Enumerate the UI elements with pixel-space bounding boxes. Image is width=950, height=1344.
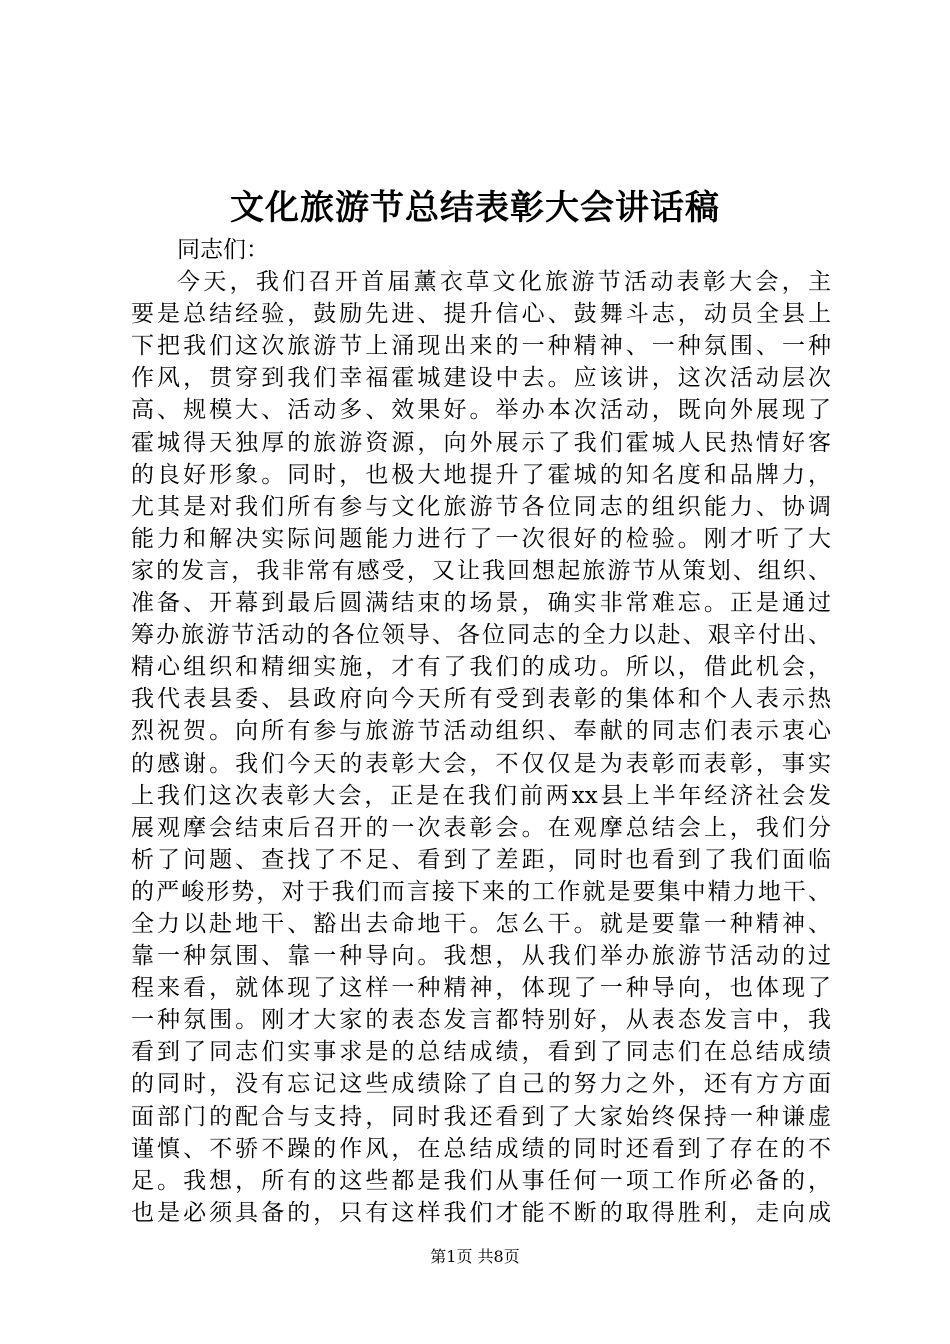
paragraph-line: 家的发言，我非常有感受，又让我回想起旅游节从策划、组织、 <box>131 557 831 584</box>
paragraph-line: 要是总结经验，鼓励先进、提升信心、鼓舞斗志，动员全县上 <box>131 301 831 328</box>
paragraph-line: 足。我想，所有的这些都是我们从事任何一项工作所必备的， <box>131 1167 831 1194</box>
paragraph-line: 下把我们这次旅游节上涌现出来的一种精神、一种氛围、一种 <box>131 333 831 360</box>
paragraph-line: 尤其是对我们所有参与文化旅游节各位同志的组织能力、协调 <box>131 493 831 520</box>
paragraph-line: 上我们这次表彰大会，正是在我们前两xx县上半年经济社会发 <box>131 782 831 809</box>
paragraph-line: 也是必须具备的，只有这样我们才能不断的取得胜利，走向成 <box>131 1199 831 1226</box>
paragraph-line: 的良好形象。同时，也极大地提升了霍城的知名度和品牌力， <box>131 461 831 488</box>
paragraph-line: 作风，贯穿到我们幸福霍城建设中去。应该讲，这次活动层次 <box>131 365 831 392</box>
paragraph-line: 烈祝贺。向所有参与旅游节活动组织、奉献的同志们表示衷心 <box>131 718 831 745</box>
document-body <box>131 234 831 1229</box>
document-title: 文化旅游节总结表彰大会讲话稿 <box>230 188 720 228</box>
paragraph-line: 靠一种氛围、靠一种导向。我想，从我们举办旅游节活动的过 <box>131 943 831 970</box>
paragraph-line: 高、规模大、活动多、效果好。举办本次活动，既向外展现了 <box>131 397 831 424</box>
paragraph-line: 面部门的配合与支持，同时我还看到了大家始终保持一种谦虚 <box>131 1103 831 1130</box>
paragraph-line: 的同时，没有忘记这些成绩除了自己的努力之外，还有方方面 <box>131 1071 831 1098</box>
paragraph-line: 程来看，就体现了这样一种精神，体现了一种导向，也体现了 <box>131 975 831 1002</box>
paragraph-line: 全力以赴地干、豁出去命地干。怎么干。就是要靠一种精神、 <box>131 910 831 937</box>
paragraph-line: 准备、开幕到最后圆满结束的场景，确实非常难忘。正是通过 <box>131 590 831 617</box>
paragraph-line: 看到了同志们实事求是的总结成绩，看到了同志们在总结成绩 <box>131 1039 831 1066</box>
paragraph-line: 谨慎、不骄不躁的作风，在总结成绩的同时还看到了存在的不 <box>131 1135 831 1162</box>
paragraph-line: 我代表县委、县政府向今天所有受到表彰的集体和个人表示热 <box>131 686 831 713</box>
paragraph-line: 筹办旅游节活动的各位领导、各位同志的全力以赴、艰辛付出、 <box>131 622 831 649</box>
paragraph-line: 展观摩会结束后召开的一次表彰会。在观摩总结会上，我们分 <box>131 814 831 841</box>
page-number-footer: 第1页 共8页 <box>430 1247 520 1266</box>
salutation: 同志们： <box>177 237 269 263</box>
paragraph-line: 精心组织和精细实施，才有了我们的成功。所以，借此机会， <box>131 654 831 681</box>
paragraph-line: 的严峻形势，对于我们而言接下来的工作就是要集中精力地干、 <box>131 878 831 905</box>
paragraph-line: 的感谢。我们今天的表彰大会，不仅仅是为表彰而表彰，事实 <box>131 750 831 777</box>
paragraph-line: 析了问题、查找了不足、看到了差距，同时也看到了我们面临 <box>131 846 831 873</box>
paragraph-line: 能力和解决实际问题能力进行了一次很好的检验。刚才听了大 <box>131 525 831 552</box>
paragraph-line: 今天，我们召开首届薰衣草文化旅游节活动表彰大会，主 <box>177 269 831 296</box>
paragraph-line: 一种氛围。刚才大家的表态发言都特别好，从表态发言中，我 <box>131 1007 831 1034</box>
paragraph-line: 霍城得天独厚的旅游资源，向外展示了我们霍城人民热情好客 <box>131 429 831 456</box>
